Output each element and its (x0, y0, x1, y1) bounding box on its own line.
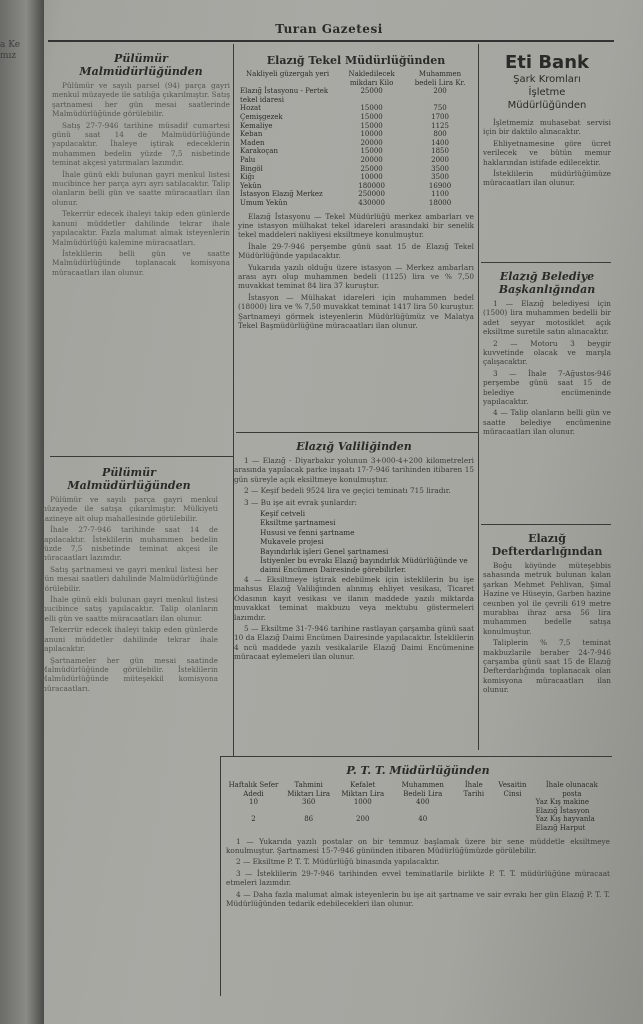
paragraph: 1 — Yukarıda yazılı postalar on bir temmuz başlamak üzere bir sene müddetle eksiltmeye konulmuştur. Şartnamesi 15-7-946 gününden itibaren Müdürlüğümüzde görülebilir. (226, 836, 610, 855)
section-rule (236, 432, 478, 433)
valilik-documents (234, 509, 474, 575)
table-cell: 86 (304, 815, 314, 824)
paragraph: 4 — Talip olanların belli gün ve saatte belediye encümenine müracaatları ilan olunur. (483, 408, 611, 437)
paragraph: İstasyon — Mülhakat idareleri için muhammen bedel (18000) lira ve % 7,50 muvakkat teminat 1417 lira 50 kuruştur. Şartnameyi görmek isteyenlerin Müdürlüğümüz ve Malatya Tekel Başmüdürlüğüne müracaatları ilan olunur. (238, 292, 474, 330)
table-row (238, 147, 474, 156)
etibank-notice (483, 48, 611, 260)
tekel-body (238, 212, 474, 331)
table-cell: 16900 (428, 181, 452, 190)
table-cell: Bingöl (240, 164, 263, 173)
table-cell: Maden (240, 138, 265, 147)
pulumur-notice-1 (52, 48, 230, 453)
table-cell: 360 (302, 798, 316, 807)
table-row (238, 165, 474, 174)
tekel-col-header: Nakledilecek mikdarı Kilo (348, 70, 395, 87)
pulumur-notice-2 (40, 462, 218, 992)
tekel-col-header: Muhammen bedeli Lira Kr. (414, 70, 466, 87)
table-cell: Karakoçan (240, 147, 278, 156)
etibank-name: Eti Bank (505, 52, 589, 73)
etibank-body (483, 118, 611, 188)
left-page-fragment: a Ke mız (0, 40, 21, 61)
etibank-sub3: Müdürlüğünden (507, 100, 587, 111)
table-row (238, 190, 474, 199)
column-rule (478, 44, 479, 750)
document-item: Keşif cetveli (260, 509, 306, 519)
pulumur-1-body (52, 81, 230, 277)
paragraph: 1 — Elazığ - Diyarbakır yolunun 3+000-4+200 kilometreleri arasında yapılacak parke inşaatı 17-7-946 tarihinden itibaren 15 gün süreyle açık eksiltmeye konulmuştur. (234, 456, 474, 484)
section-rule (220, 756, 612, 757)
ptt-col-header: İhale olunacak posta (545, 781, 598, 798)
table-row (238, 139, 474, 148)
ptt-body (226, 837, 610, 909)
document-item: Mukavele projesi (260, 537, 324, 547)
table-row (238, 156, 474, 165)
paragraph: İsteklilerin müdürlüğümüze müracaatları ilan olunur. (483, 169, 611, 188)
valilik-title: Elazığ Valiliğinden (296, 440, 412, 453)
table-cell: 250000 (358, 190, 385, 199)
ptt-table (226, 781, 610, 833)
paragraph: 3 — İsteklilerin 29-7-946 tarihinden evvel teminatlarile birlikte P. T. T. müdürlüğüne müracaat etmeleri lazımdır. (226, 868, 610, 888)
table-cell: 180000 (358, 181, 385, 190)
table-cell: 10 (249, 798, 258, 807)
paragraph: 2 — Keşif bedeli 9524 lira ve geçici teminatı 715 liradır. (244, 486, 451, 496)
table-cell: 750 (433, 104, 447, 113)
table-row (238, 104, 474, 113)
paragraph: 1 — Elazığ belediyesi için (1500) lira muhammen bedelli bir adet seyyar motosiklet açık eksiltme suretile satın alınacaktır. (483, 299, 611, 337)
table-cell: 2 (251, 815, 256, 824)
column-rule (220, 756, 221, 996)
paragraph: İhale günü ekli bulunan gayri menkul listesi mucibince her parça ayrı ayrı satılacaktır. Talip olanların belli gün ve saatte müracaatları ilan olunur. (52, 169, 230, 207)
valilik-notice (234, 436, 474, 752)
table-cell: 20000 (360, 138, 383, 147)
etibank-sub1: Şark Kromları (513, 74, 581, 85)
defterdarlik-title: Elazığ Defterdarlığından (491, 532, 603, 558)
paragraph: 4 — Eksiltmeye iştirak edebilmek için isteklilerin bu işe mahsus Elazığ Valiliğinden alınmış ehliyet vesikası, Ticaret Odasının kayıt vesikası ve ilanın maddede yazılı miktarda muvakkat teminat makbuzu veya mektubu göstermeleri lazımdır. (234, 574, 474, 622)
paragraph: İhale 27-7-946 tarihinde saat 14 de yapılacaktır. İsteklilerin muhammen bedelin yüzde 7,5 nisbetinde teminat akçesi ile müracaatları lazımdır. (40, 525, 218, 563)
table-cell: 1850 (431, 147, 449, 156)
table-cell: 2000 (431, 155, 449, 164)
paragraph: İhale 29-7-946 perşembe günü saat 15 de Elazığ Tekel Müdürlüğünde yapılacaktır. (238, 241, 474, 261)
ptt-col-header: Haftalık Sefer Adedi (228, 781, 279, 798)
section-rule (481, 524, 611, 525)
etibank-sub2: İşletme (528, 87, 566, 98)
newspaper-title: Turan Gazetesi (275, 22, 383, 36)
table-row (226, 798, 610, 815)
table-cell: 10000 (360, 173, 383, 182)
paragraph: Pülümür ve sayılı parça gayri menkul müzayede ile satışa çıkarılmıştır. Mülkiyeti hazineye ait olup mahallesinde görülebilir. (40, 495, 218, 523)
table-cell: 1700 (431, 112, 449, 121)
table-cell: Yaz Kış hayvanla Elazığ Harput (535, 815, 595, 832)
paragraph: Satış 27-7-946 tarihine müsadif cumartesi günü saat 14 de Malmüdürlüğünde yapılacaktır. İhaleye iştirak edeceklerin muhammen bedelin yüzde 7,5 nisbetinde teminat akçesi yatırmaları lazımdır. (52, 120, 230, 168)
table-cell: 15000 (360, 112, 383, 121)
table-cell: 10000 (360, 130, 383, 139)
table-cell: 1100 (431, 190, 449, 199)
paragraph: Taliplerin % 7,5 teminat makbuzlarile beraber 24-7-946 çarşamba günü saat 15 de Elazığ Defterdarlığında toplanacak olan komisyona müracaatları ilan olunur. (483, 638, 611, 695)
paragraph: Ehliyetnamesine göre ücret verilecek ve bütün memur haklarından istifade edilecektir. (483, 138, 611, 167)
table-cell: 430000 (358, 198, 385, 207)
table-cell: Yaz Kış makine Elazığ İstasyon (535, 798, 590, 815)
document-item: Bayındırlık işleri Genel şartnamesi (260, 546, 389, 556)
table-row (238, 113, 474, 122)
paragraph: Pülümür ve sayılı parsel (94) parça gayri menkul müzayede ile satılığa çıkarılmıştır. Satış şartnamesi her gün mesai saatlerinde Malmüdürlüğünde görülebilir. (52, 81, 230, 119)
ptt-title: P. T. T. Müdürlüğünden (346, 764, 490, 777)
table-cell: 400 (416, 798, 430, 807)
paragraph: İsteklilerin belli gün ve saatte Malmüdürlüğünde toplanacak komisyona müracaatları ilan olunur. (52, 248, 230, 277)
table-cell: 3500 (431, 164, 449, 173)
table-cell: Kiğı (240, 173, 255, 182)
table-row (238, 173, 474, 182)
table-row (238, 122, 474, 131)
paragraph: 2 — Eksiltme P. T. T. Müdürlüğü binasında yapılacaktır. (236, 857, 440, 867)
defterdarlik-notice (483, 528, 611, 752)
paragraph: Yukarıda yazılı olduğu üzere istasyon — Merkez ambarları arası ayrı olup muhammen bedeli (1125) lira ve % 7,50 muvakkat teminat 84 lira 37 kuruştur. (238, 262, 474, 291)
document-item: Hususi ve fenni şartname (260, 527, 355, 537)
header-rule (48, 40, 614, 42)
table-cell: 3500 (431, 173, 449, 182)
pulumur-1-title: Pülümür Malmüdürlüğünden (79, 52, 203, 78)
table-cell: 200 (356, 815, 370, 824)
tekel-notice (238, 50, 474, 430)
document-item: Eksiltme şartnamesi (260, 518, 336, 528)
tekel-title: Elazığ Tekel Müdürlüğünden (266, 54, 446, 67)
table-cell: 1125 (431, 121, 449, 130)
table-cell: 15000 (360, 104, 383, 113)
table-cell (491, 798, 533, 815)
paragraph: Tekerrür edecek ihaleyi takip eden günlerde kanuni müddetler dahilinde tekrar ihale yapılacaktır. Fazla malumat almak isteyenlerin Malmüdürlüğü kalemine müracaatları. (52, 209, 230, 247)
section-rule (481, 262, 611, 263)
table-cell: 800 (433, 130, 447, 139)
table-row (238, 130, 474, 139)
ptt-col-header: Vesaitin Cinsi (498, 781, 527, 798)
paragraph: 2 — Motoru 3 beygir kuvvetinde olacak ve marşla çalışacaktır. (483, 338, 611, 367)
paragraph: Elazığ İstasyonu — Tekel Müdürlüğü merkez ambarları ve yine istasyon mülhakat tekel idareleri arasındaki bir senelik tekel maddeleri nakliyesi eksiltmeye konulmuştur. (238, 211, 474, 240)
table-cell: Keban (240, 130, 263, 139)
table-cell: 200 (433, 87, 447, 96)
pulumur-2-body (40, 495, 218, 693)
table-row (238, 199, 474, 208)
table-cell: Hozat (240, 104, 261, 113)
table-cell: 25000 (360, 87, 383, 96)
ptt-col-header: İhale Tarihi (463, 781, 485, 798)
belediye-notice (483, 266, 611, 522)
table-cell: 20000 (360, 155, 383, 164)
table-cell: Umum Yekûn (240, 198, 288, 207)
paragraph: İşletmemiz muhasebat servisi için bir daktilo alınacaktır. (483, 118, 611, 137)
paragraph: İhale günü ekli bulunan gayri menkul listesi mucibince satış yapılacaktır. Talip olanların belli gün ve saatte müracaatları ilan olunur. (40, 595, 218, 623)
table-row (226, 815, 610, 832)
paragraph: 5 — Eksiltme 31-7-946 tarihine rastlayan çarşamba günü saat 10 da Elazığ Daimi Encümen Dairesinde yapılacaktır. İsteklilerin 4 ncü maddede yazılı vesikalarile Elazığ Daimi Encümenine müracaat eylemeleri ilan olunur. (234, 623, 474, 662)
document-item: İstiyenler bu evrakı Elazığ bayındırlık Müdürlüğünde ve daimi Encümen Dairesinde görebilirler. (260, 556, 468, 575)
paragraph: Şartnameler her gün mesai saatinde Malmüdürlüğünde görülebilir. İsteklilerin Malmüdürlüğünde müteşekkil komisyona müracaatları. (40, 655, 218, 693)
ptt-col-header: Muhammen Bedeli Lira (401, 781, 444, 798)
defterdarlik-body (483, 561, 611, 695)
table-cell: Çemişgezek (240, 112, 283, 121)
table-cell (491, 815, 533, 832)
table-cell: İstasyon Elazığ Merkez (240, 190, 323, 199)
valilik-body (234, 456, 474, 507)
ptt-col-header: Tahmini Miktarı Lira (287, 781, 331, 798)
table-cell: Kemaliye (240, 121, 273, 130)
tekel-col-header: Nakliyeli güzergah yeri (246, 70, 330, 78)
paragraph: 3 — İhale 7-Ağustos-946 perşembe günü saat 15 de belediye encümeninde yapılacaktır. (483, 368, 611, 407)
table-cell: 40 (418, 815, 428, 824)
table-cell: 25000 (360, 164, 383, 173)
table-cell: 1400 (431, 138, 449, 147)
paragraph: Tekerrür edecek ihaleyi takip eden günlerde kanuni müddetler dahilinde tekrar ihale yapılacaktır. (40, 625, 218, 654)
paragraph: 4 — Daha fazla malumat almak isteyenlerin bu işe ait şartname ve sair evrakı her gün Elazığ P. T. T. Müdürlüğünden tedarik edebilecekleri ilan olunur. (226, 889, 610, 908)
table-cell: 15000 (360, 121, 383, 130)
section-rule (50, 456, 233, 457)
belediye-body (483, 299, 611, 437)
ptt-col-header: Kefalet Miktarı Lira (341, 781, 385, 798)
table-cell (456, 798, 491, 815)
table-cell: Elazığ İstasyonu - Pertek tekel idaresi (240, 87, 329, 104)
tekel-table (238, 70, 474, 208)
table-cell: 1000 (353, 798, 372, 807)
paragraph: Boğu köyünde müteşebbis sahasında metruk bulunan kalan şarkan Mehmet Pehlivan, Şimal Hazine ve Hüseyin, Garben hazine ceunben yol ile çevrili 619 metre murabbaı ihraz arsa 56 lira muhammen bedelle satışa konulmuştur. (483, 561, 611, 636)
paragraph: 3 — Bu işe ait evrak şunlardır: (244, 497, 357, 507)
belediye-title: Elazığ Belediye Başkanlığından (498, 270, 596, 296)
table-cell: 15000 (360, 147, 383, 156)
pulumur-2-title: Pülümür Malmüdürlüğünden (67, 466, 191, 492)
table-cell: Yekûn (240, 181, 262, 190)
table-cell (456, 815, 491, 832)
ptt-notice (226, 760, 610, 992)
table-cell: Palu (240, 155, 256, 164)
table-cell: 18000 (428, 198, 452, 207)
valilik-body-2 (234, 575, 474, 662)
table-row (238, 87, 474, 104)
paragraph: Satış şartnamesi ve gayri menkul listesi her gün mesai saatleri dahilinde Malmüdürlüğünde görülebilir. (40, 564, 218, 593)
